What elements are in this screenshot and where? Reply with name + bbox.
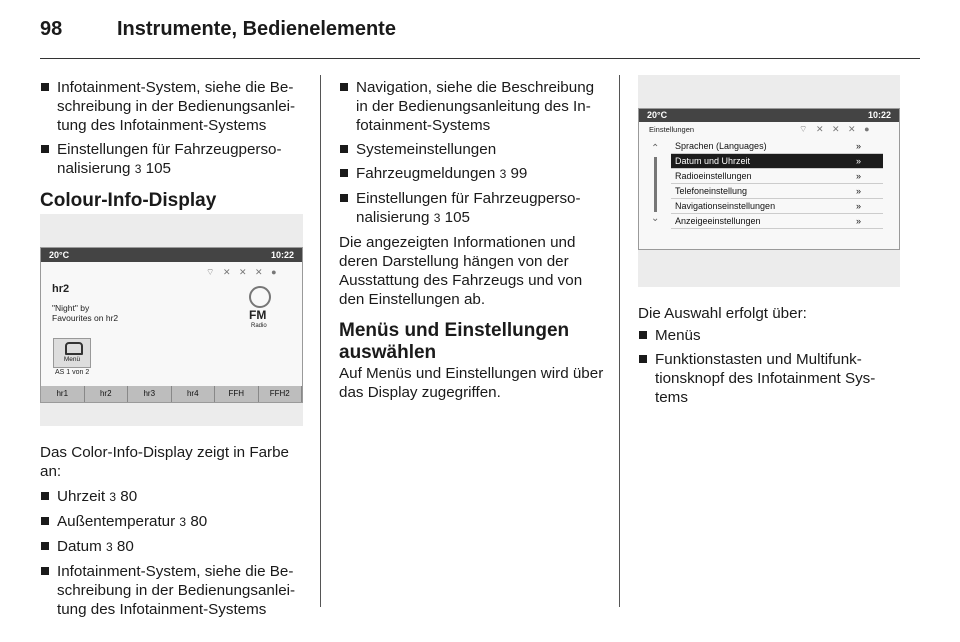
- radio-antenna-icon: [249, 286, 271, 308]
- list-item: Funktionstasten und Multifunktionsknopf des Infotainment Systems: [638, 350, 902, 407]
- section-heading: Colour-Info-Display: [40, 190, 217, 211]
- status-icons: ⌔ ✕ ✕ ✕ ●: [206, 267, 280, 277]
- menu-item[interactable]: Radioeinstellungen »: [671, 169, 883, 184]
- display-time: 10:22: [270, 250, 294, 260]
- list-item: Einstellungen für Fahrzeugpersonalisierung 3 105: [40, 140, 304, 179]
- list-item: Navigation, siehe die Beschreibung in der Bedienungsanleitung des Infotainment-Systems: [339, 78, 604, 135]
- list-item: Infotainment-System, siehe die Beschreibung in der Bedienungsanleitung des Infotainment-Systems: [40, 78, 304, 135]
- list-item: Einstellungen für Fahrzeugpersonalisierung 3 105: [339, 189, 604, 228]
- preset-button[interactable]: hr2: [85, 386, 129, 402]
- station-name: hr2: [52, 283, 70, 295]
- page-ref-arrow-icon: 3: [179, 515, 187, 529]
- paragraph: Auf Menüs und Einstellungen wird über das Display zugegriffen.: [339, 365, 604, 401]
- radio-label: Radio: [251, 323, 267, 329]
- page-ref-arrow-icon: 3: [134, 162, 142, 176]
- preset-button[interactable]: FFH: [215, 386, 259, 402]
- chevron-right-icon: »: [855, 171, 861, 181]
- menu-button[interactable]: Menü: [53, 338, 91, 368]
- list-item: Datum 3 80: [40, 537, 304, 557]
- chevron-right-icon: »: [855, 156, 861, 166]
- artist-name: Favourites on hr2: [52, 313, 119, 323]
- page-ref-arrow-icon: 3: [433, 211, 441, 225]
- settings-display-image: [638, 75, 900, 287]
- column-divider-2: [619, 75, 620, 607]
- preset-button[interactable]: hr4: [172, 386, 216, 402]
- colour-info-display-image: [40, 214, 303, 426]
- page-ref-arrow-icon: 3: [109, 490, 117, 504]
- song-title: "Night" by: [52, 303, 90, 313]
- menu-item[interactable]: Anzeigeeinstellungen »: [671, 214, 883, 229]
- menu-item[interactable]: Navigationseinstellungen »: [671, 199, 883, 214]
- scroll-up-icon[interactable]: ⌃: [651, 143, 660, 154]
- list-item: Systemeinstellungen: [339, 140, 604, 159]
- list-item: Menüs: [638, 326, 902, 345]
- page-ref-arrow-icon: 3: [499, 167, 507, 181]
- settings-menu-list: [671, 139, 883, 231]
- autostore-label: AS 1 von 2: [55, 369, 90, 376]
- column-1: [40, 78, 304, 212]
- column-1-lower: [40, 443, 304, 624]
- status-icons: ⌔ ✕ ✕ ✕ ●: [799, 124, 873, 134]
- list-item: Uhrzeit 3 80: [40, 487, 304, 507]
- page-ref-arrow-icon: 3: [105, 540, 113, 554]
- page-number: 98: [40, 18, 63, 40]
- paragraph: Die angezeigten Informationen und deren Darstellung hängen von der Ausstattung des Fahrzeugs und von den Einstellungen ab.: [339, 234, 583, 308]
- scrollbar[interactable]: [654, 157, 657, 212]
- preset-bar: [41, 386, 302, 402]
- scroll-down-icon[interactable]: ⌄: [651, 213, 660, 224]
- fm-label: FM: [249, 308, 267, 322]
- section-heading: Menüs und Einstellungen auswählen: [339, 320, 570, 363]
- chevron-right-icon: »: [855, 141, 861, 151]
- column-3: [638, 304, 902, 412]
- menu-item[interactable]: Telefoneinstellung »: [671, 184, 883, 199]
- paragraph: Das Color-Info-Display zeigt in Farbe an:: [40, 444, 289, 480]
- list-item: Außentemperatur 3 80: [40, 512, 304, 532]
- header-rule: [40, 58, 920, 59]
- column-divider-1: [320, 75, 321, 607]
- preset-button[interactable]: hr1: [41, 386, 85, 402]
- paragraph: Die Auswahl erfolgt über:: [638, 305, 807, 322]
- settings-title: Einstellungen: [649, 125, 695, 134]
- chevron-right-icon: »: [855, 186, 861, 196]
- column-2: [339, 78, 604, 402]
- menu-item-selected[interactable]: Datum und Uhrzeit »: [671, 154, 883, 169]
- menu-item[interactable]: Sprachen (Languages) »: [671, 139, 883, 154]
- preset-button[interactable]: hr3: [128, 386, 172, 402]
- display-temperature: 20°C: [647, 110, 668, 120]
- display-time: 10:22: [867, 110, 891, 120]
- list-item: Fahrzeugmeldungen 3 99: [339, 164, 604, 184]
- page-title: Instrumente, Bedienelemente: [117, 18, 396, 40]
- display-temperature: 20°C: [49, 250, 70, 260]
- list-item: Infotainment-System, siehe die Beschreibung in der Bedienungsanleitung des Infotainment-Systems: [40, 562, 304, 619]
- chevron-right-icon: »: [855, 201, 861, 211]
- preset-button[interactable]: FFH2: [259, 386, 303, 402]
- chevron-right-icon: »: [855, 216, 861, 226]
- home-icon: [65, 342, 83, 355]
